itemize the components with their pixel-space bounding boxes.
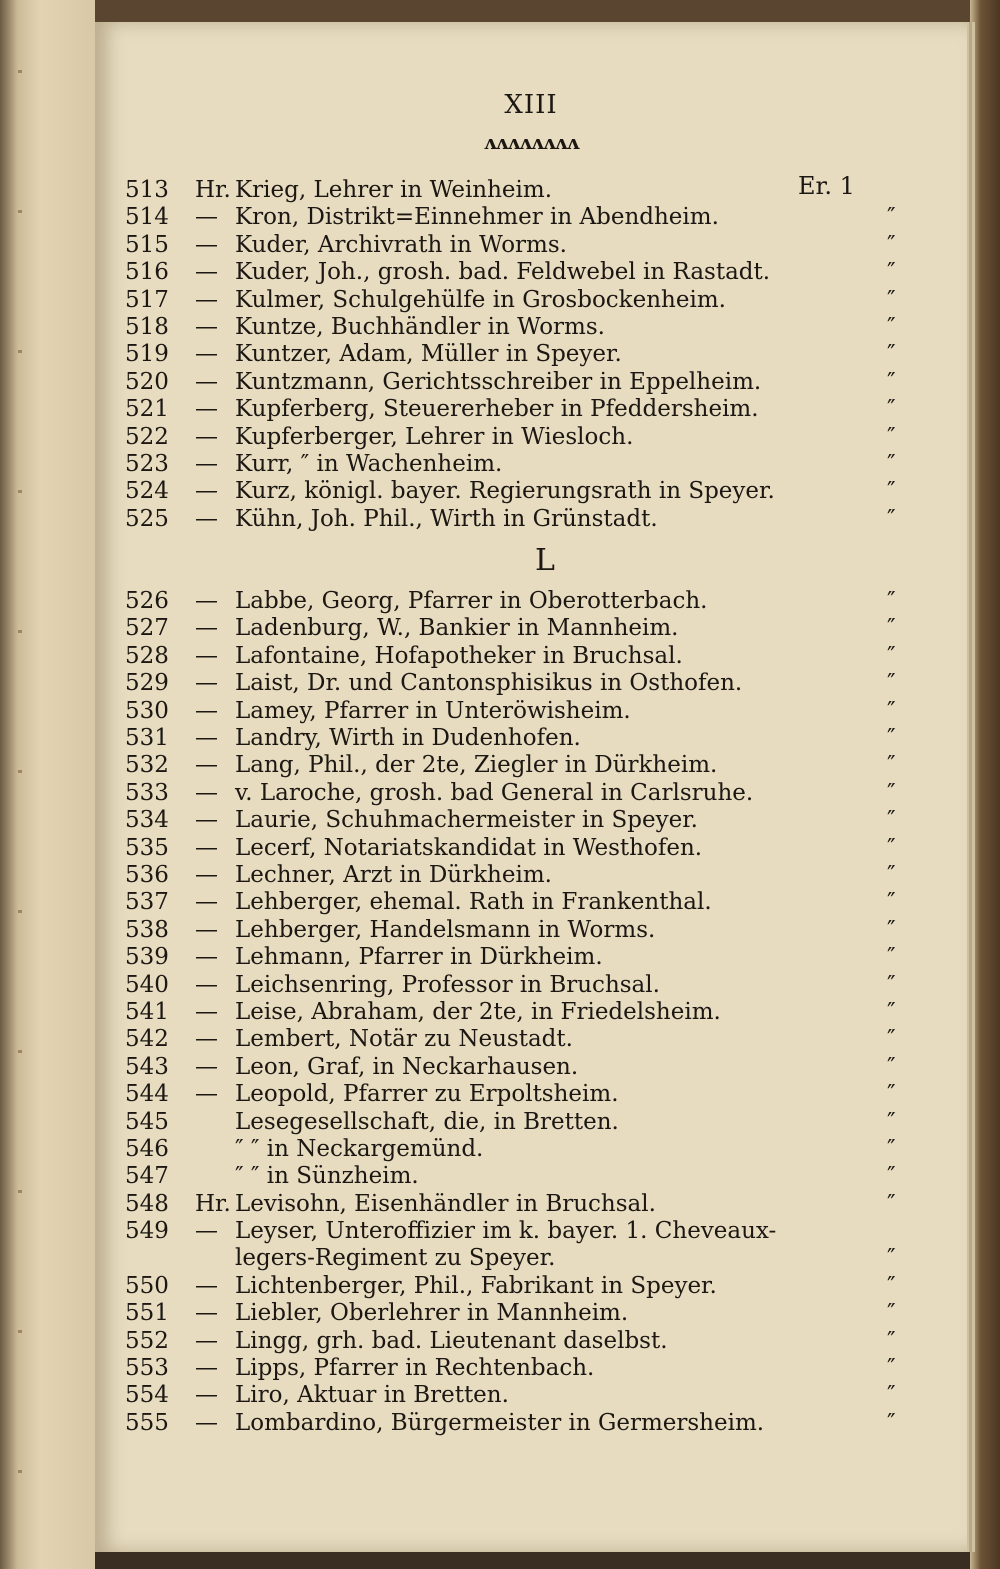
entry-prefix: — xyxy=(195,1053,218,1080)
ditto-mark: ″ xyxy=(887,1245,896,1272)
ditto-mark: ″ xyxy=(887,1190,896,1217)
entry-number: 545 xyxy=(125,1108,169,1135)
entry-prefix: Hr. xyxy=(195,177,231,203)
entry-number: 519 xyxy=(125,341,169,368)
entry-number: 550 xyxy=(125,1272,169,1299)
entry-text: Lecerf, Notariatskandidat in Westhofen. xyxy=(235,834,703,861)
list-item xyxy=(125,396,945,423)
entry-text: Lichtenberger, Phil., Fabrikant in Speyer. xyxy=(235,1272,717,1299)
ditto-mark: ″ xyxy=(887,615,896,642)
entry-text: Liebler, Oberlehrer in Mannheim. xyxy=(235,1300,629,1327)
list-item xyxy=(125,862,945,889)
entry-text: ″ ″ in Neckargemünd. xyxy=(235,1135,484,1162)
list-item xyxy=(125,917,945,944)
entry-text: Kuntzer, Adam, Müller in Speyer. xyxy=(235,341,622,368)
entry-number: 547 xyxy=(125,1163,169,1190)
entry-prefix: — xyxy=(195,807,218,834)
entry-number: 538 xyxy=(125,916,169,943)
entry-number: 546 xyxy=(125,1135,169,1162)
entry-number: 530 xyxy=(125,697,169,724)
entry-prefix: — xyxy=(195,889,218,916)
ditto-mark: ″ xyxy=(887,396,896,423)
ditto-mark: ″ xyxy=(887,423,896,450)
entry-prefix: — xyxy=(195,779,218,806)
entry-number: 520 xyxy=(125,368,169,395)
entry-prefix: — xyxy=(195,615,218,642)
entry-text: Lang, Phil., der 2te, Ziegler in Dürkheim. xyxy=(235,752,718,779)
entry-text: Kupferberger, Lehrer in Wiesloch. xyxy=(235,423,634,450)
ditto-mark: ″ xyxy=(887,231,896,258)
entry-number: 531 xyxy=(125,725,169,752)
list-item xyxy=(125,1218,945,1245)
entry-number: 527 xyxy=(125,615,169,642)
entry-prefix: — xyxy=(195,313,218,340)
list-item xyxy=(125,1191,945,1218)
list-item xyxy=(125,1109,945,1136)
entry-prefix: — xyxy=(195,1026,218,1053)
entry-number: 535 xyxy=(125,834,169,861)
entry-prefix: — xyxy=(195,1081,218,1108)
list-item xyxy=(125,588,945,615)
entry-text: Liro, Aktuar in Bretten. xyxy=(235,1382,509,1409)
entry-text: Kurz, königl. bayer. Regierungsrath in Speyer. xyxy=(235,478,775,505)
entry-number: 552 xyxy=(125,1327,169,1354)
list-item xyxy=(125,643,945,670)
list-item xyxy=(125,1273,945,1300)
ditto-mark: ″ xyxy=(887,834,896,861)
list-item xyxy=(125,204,945,231)
entry-prefix: — xyxy=(195,971,218,998)
entry-text: Lehberger, ehemal. Rath in Frankenthal. xyxy=(235,889,712,916)
entry-number: 540 xyxy=(125,971,169,998)
list-item xyxy=(125,1136,945,1163)
entry-prefix: — xyxy=(195,231,218,258)
entry-number: 555 xyxy=(125,1409,169,1436)
entry-text: Kuder, Joh., grosh. bad. Feldwebel in Rastadt. xyxy=(235,259,771,286)
ditto-mark: ″ xyxy=(887,588,896,615)
list-item xyxy=(125,999,945,1026)
entry-number: 549 xyxy=(125,1218,169,1245)
entry-text: Lafontaine, Hofapotheker in Bruchsal. xyxy=(235,642,683,669)
entry-prefix: — xyxy=(195,204,218,231)
entry-number: 518 xyxy=(125,313,169,340)
entry-prefix: — xyxy=(195,396,218,423)
entry-text: Lehberger, Handelsmann in Worms. xyxy=(235,916,656,943)
list-item xyxy=(125,506,945,533)
entry-text: Levisohn, Eisenhändler in Bruchsal. xyxy=(235,1190,656,1217)
ditto-mark: ″ xyxy=(887,779,896,806)
entry-number: 521 xyxy=(125,396,169,423)
list-item xyxy=(125,1382,945,1409)
entry-prefix: — xyxy=(195,670,218,697)
entry-number: 513 xyxy=(125,177,169,203)
entry-number: 541 xyxy=(125,998,169,1025)
header-ornament: ᴧᴧᴧᴧᴧᴧᴧᴧ xyxy=(483,130,579,154)
entry-text: Laist, Dr. und Cantonsphisikus in Osthofen. xyxy=(235,670,743,697)
entry-number: 536 xyxy=(125,861,169,888)
entry-prefix: — xyxy=(195,752,218,779)
list-section-l xyxy=(125,588,945,1437)
entry-text: Landry, Wirth in Dudenhofen. xyxy=(235,725,581,752)
ditto-mark: ″ xyxy=(887,1327,896,1354)
entry-number: 526 xyxy=(125,588,169,615)
entry-prefix: — xyxy=(195,368,218,395)
ditto-mark: ″ xyxy=(887,971,896,998)
ditto-mark: ″ xyxy=(887,1053,896,1080)
entry-prefix: — xyxy=(195,1409,218,1436)
ditto-mark: ″ xyxy=(887,313,896,340)
ditto-mark: ″ xyxy=(887,1081,896,1108)
list-section-k xyxy=(125,177,945,533)
entry-prefix: — xyxy=(195,1218,218,1245)
ditto-mark: ″ xyxy=(887,1026,896,1053)
list-item xyxy=(125,780,945,807)
list-item xyxy=(125,1328,945,1355)
ditto-mark: ″ xyxy=(887,697,896,724)
ditto-mark: ″ xyxy=(887,1272,896,1299)
list-item xyxy=(125,725,945,752)
list-item xyxy=(125,287,945,314)
entry-text: Laurie, Schuhmachermeister in Speyer. xyxy=(235,807,698,834)
ditto-mark: ″ xyxy=(887,1135,896,1162)
entry-prefix: — xyxy=(195,1272,218,1299)
list-item xyxy=(125,1163,945,1190)
ditto-mark: ″ xyxy=(887,505,896,532)
entry-text: Kupferberg, Steuererheber in Pfeddersheim. xyxy=(235,396,759,423)
entry-number: 532 xyxy=(125,752,169,779)
entry-prefix: — xyxy=(195,1327,218,1354)
entry-prefix: — xyxy=(195,588,218,615)
list-item xyxy=(125,1026,945,1053)
list-item xyxy=(125,670,945,697)
entry-prefix: — xyxy=(195,998,218,1025)
entry-prefix: — xyxy=(195,505,218,532)
book-page xyxy=(95,22,967,1552)
book-left-margin xyxy=(0,0,95,1569)
entry-number: 522 xyxy=(125,423,169,450)
ditto-mark: ″ xyxy=(887,1355,896,1382)
ditto-mark: ″ xyxy=(887,286,896,313)
section-letter-heading: L xyxy=(535,543,555,579)
ditto-mark: ″ xyxy=(887,1163,896,1190)
list-item xyxy=(125,1410,945,1437)
entry-text: legers-Regiment zu Speyer. xyxy=(235,1245,556,1272)
ditto-mark: ″ xyxy=(887,642,896,669)
list-item xyxy=(125,259,945,286)
entry-prefix: — xyxy=(195,341,218,368)
entry-prefix: — xyxy=(195,697,218,724)
entry-prefix: — xyxy=(195,861,218,888)
ditto-mark: ″ xyxy=(887,670,896,697)
list-item xyxy=(125,451,945,478)
ditto-mark: ″ xyxy=(887,944,896,971)
entry-text: Kron, Distrikt=Einnehmer in Abendheim. xyxy=(235,204,719,231)
entry-number: 537 xyxy=(125,889,169,916)
list-item xyxy=(125,698,945,725)
entry-text: Lechner, Arzt in Dürkheim. xyxy=(235,861,552,888)
ditto-mark: ″ xyxy=(887,916,896,943)
entry-text: Lombardino, Bürgermeister in Germersheim. xyxy=(235,1409,765,1436)
entry-prefix: — xyxy=(195,286,218,313)
entry-number: 539 xyxy=(125,944,169,971)
entry-text: Lamey, Pfarrer in Unteröwisheim. xyxy=(235,697,631,724)
ditto-mark: ″ xyxy=(887,450,896,477)
entry-number: 516 xyxy=(125,259,169,286)
binding-marks xyxy=(18,70,22,1520)
entry-text: Kuntze, Buchhändler in Worms. xyxy=(235,313,605,340)
entry-number: 523 xyxy=(125,450,169,477)
ditto-mark: ″ xyxy=(887,1409,896,1436)
entry-number: 525 xyxy=(125,505,169,532)
ditto-mark: ″ xyxy=(887,341,896,368)
ditto-mark: ″ xyxy=(887,478,896,505)
entry-prefix: — xyxy=(195,1355,218,1382)
entry-text: Krieg, Lehrer in Weinheim. xyxy=(235,177,553,203)
entry-text: ″ ″ in Sünzheim. xyxy=(235,1163,419,1190)
entry-number: 542 xyxy=(125,1026,169,1053)
list-item xyxy=(125,944,945,971)
list-item xyxy=(125,835,945,862)
entry-text: Labbe, Georg, Pfarrer in Oberotterbach. xyxy=(235,588,708,615)
entry-prefix: — xyxy=(195,259,218,286)
entry-prefix: — xyxy=(195,834,218,861)
entry-text: Ladenburg, W., Bankier in Mannheim. xyxy=(235,615,679,642)
entry-text: Lembert, Notär zu Neustadt. xyxy=(235,1026,573,1053)
subscriber-list xyxy=(125,177,945,1437)
list-item xyxy=(125,478,945,505)
list-item xyxy=(125,807,945,834)
entry-prefix: — xyxy=(195,478,218,505)
list-item xyxy=(125,1300,945,1327)
entry-text: Kulmer, Schulgehülfe in Grosbockenheim. xyxy=(235,286,726,313)
entry-number: 529 xyxy=(125,670,169,697)
ditto-mark: ″ xyxy=(887,1382,896,1409)
entry-text: Lipps, Pfarrer in Rechtenbach. xyxy=(235,1355,595,1382)
entry-number: 553 xyxy=(125,1355,169,1382)
entry-text: v. Laroche, grosh. bad General in Carlsruhe. xyxy=(235,779,754,806)
ditto-mark: ″ xyxy=(887,204,896,231)
entry-prefix: — xyxy=(195,642,218,669)
entry-number: 551 xyxy=(125,1300,169,1327)
entry-text: Lingg, grh. bad. Lieutenant daselbst. xyxy=(235,1327,668,1354)
ditto-mark: ″ xyxy=(887,1300,896,1327)
ditto-mark: ″ xyxy=(887,752,896,779)
entry-prefix: — xyxy=(195,725,218,752)
entry-number: 514 xyxy=(125,204,169,231)
entry-number: 543 xyxy=(125,1053,169,1080)
entry-text: Leon, Graf, in Neckarhausen. xyxy=(235,1053,579,1080)
entry-text: Kuntzmann, Gerichtsschreiber in Eppelheim. xyxy=(235,368,762,395)
entry-text: Lesegesellschaft, die, in Bretten. xyxy=(235,1108,619,1135)
list-item xyxy=(125,889,945,916)
entry-text: Leyser, Unteroffizier im k. bayer. 1. Cheveaux- xyxy=(235,1218,777,1245)
list-item xyxy=(125,1054,945,1081)
entry-number: 533 xyxy=(125,779,169,806)
entry-prefix: Hr. xyxy=(195,1190,231,1217)
entry-prefix: — xyxy=(195,423,218,450)
entry-number: 524 xyxy=(125,478,169,505)
entry-number: 544 xyxy=(125,1081,169,1108)
currency-label: Er. 1 xyxy=(798,172,855,200)
entry-text: Leopold, Pfarrer zu Erpoltsheim. xyxy=(235,1081,619,1108)
entry-text: Lehmann, Pfarrer in Dürkheim. xyxy=(235,944,603,971)
entry-number: 528 xyxy=(125,642,169,669)
entry-text: Kuder, Archivrath in Worms. xyxy=(235,231,567,258)
list-item xyxy=(125,1355,945,1382)
ditto-mark: ″ xyxy=(887,807,896,834)
list-item xyxy=(125,752,945,779)
list-item xyxy=(125,314,945,341)
list-item xyxy=(125,972,945,999)
ditto-mark: ″ xyxy=(887,998,896,1025)
list-item xyxy=(125,1081,945,1108)
ditto-mark: ″ xyxy=(887,368,896,395)
page-number-header: XIII xyxy=(504,90,558,120)
list-item xyxy=(125,341,945,368)
list-item xyxy=(125,615,945,642)
entry-prefix: — xyxy=(195,1300,218,1327)
list-item xyxy=(125,232,945,259)
entry-text: Kurr, ″ in Wachenheim. xyxy=(235,450,503,477)
list-item xyxy=(125,424,945,451)
entry-number: 515 xyxy=(125,231,169,258)
entry-number: 534 xyxy=(125,807,169,834)
ditto-mark: ″ xyxy=(887,725,896,752)
entry-number: 517 xyxy=(125,286,169,313)
entry-number: 548 xyxy=(125,1190,169,1217)
entry-prefix: — xyxy=(195,916,218,943)
entry-text: Kühn, Joh. Phil., Wirth in Grünstadt. xyxy=(235,505,658,532)
entry-number: 554 xyxy=(125,1382,169,1409)
list-item xyxy=(125,1245,945,1272)
entry-prefix: — xyxy=(195,450,218,477)
list-item xyxy=(125,369,945,396)
ditto-mark: ″ xyxy=(887,889,896,916)
ditto-mark: ″ xyxy=(887,1108,896,1135)
book-right-edge xyxy=(970,0,1000,1569)
list-item xyxy=(125,177,945,204)
ditto-mark: ″ xyxy=(887,259,896,286)
entry-prefix: — xyxy=(195,944,218,971)
book-top-edge xyxy=(95,0,975,24)
entry-text: Leichsenring, Professor in Bruchsal. xyxy=(235,971,660,998)
ditto-mark: ″ xyxy=(887,861,896,888)
entry-prefix: — xyxy=(195,1382,218,1409)
entry-text: Leise, Abraham, der 2te, in Friedelsheim. xyxy=(235,998,721,1025)
